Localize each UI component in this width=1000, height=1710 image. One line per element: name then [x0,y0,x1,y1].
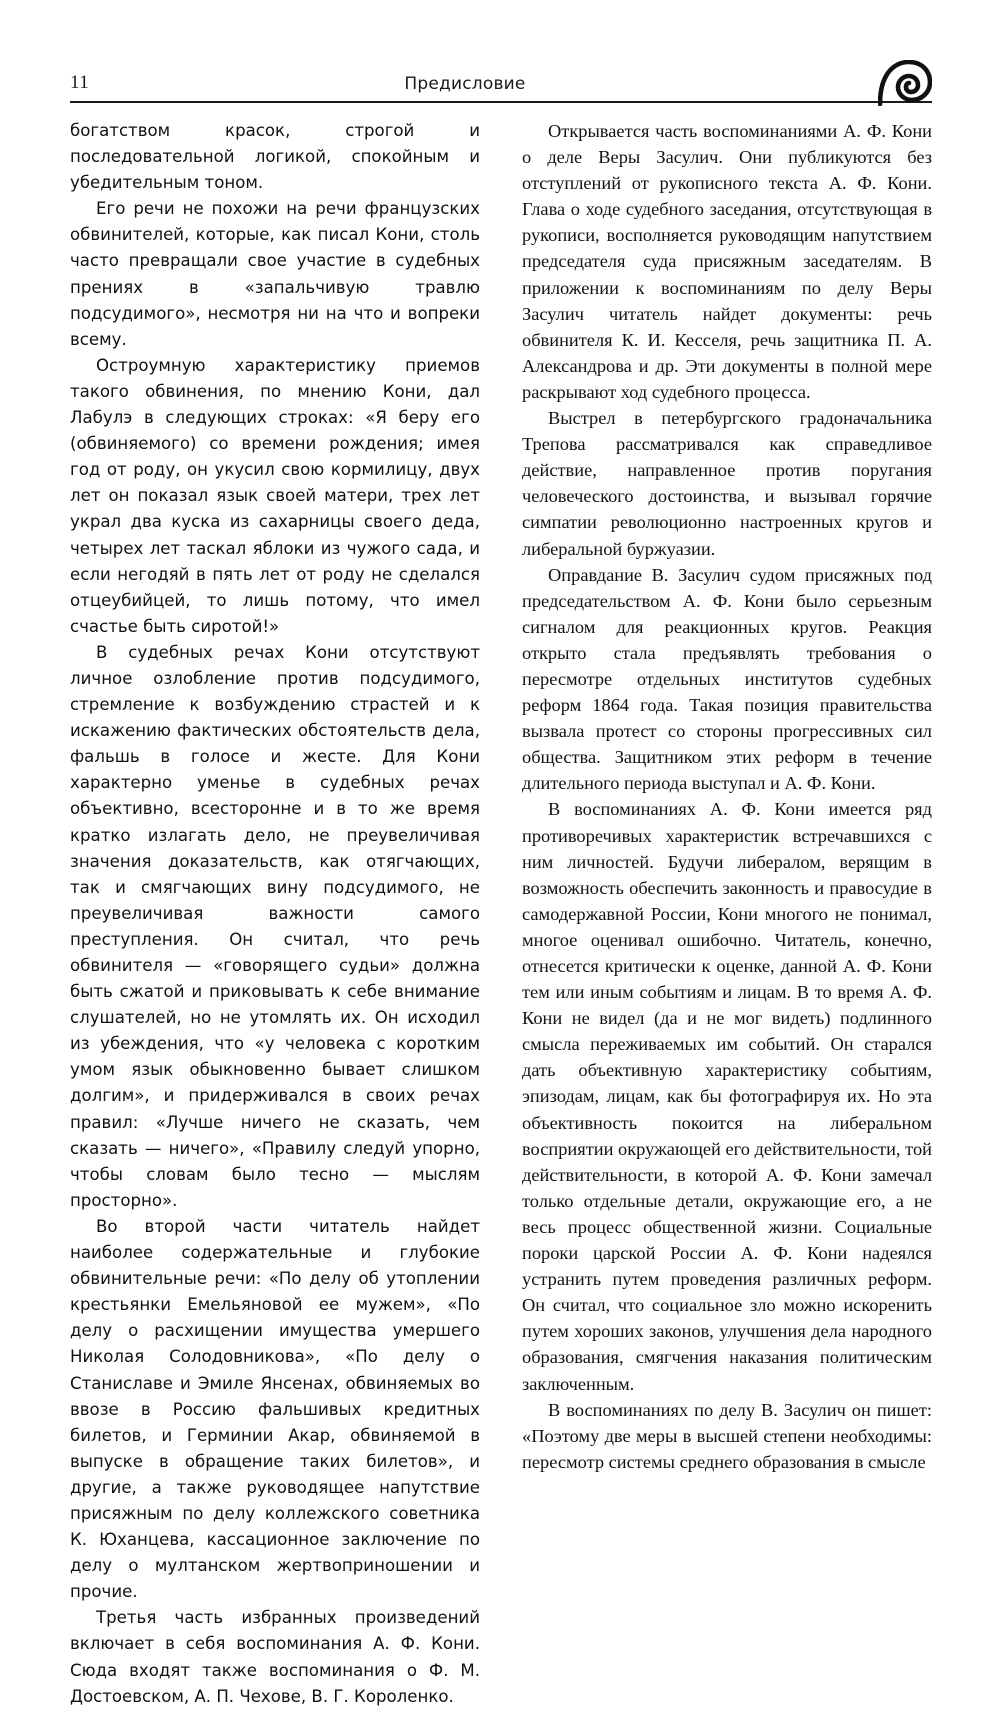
paragraph: богатством красок, строгой и последовательной логикой, спокойным и убедительным тоном. [70,121,480,193]
paragraph: Третья часть избранных произведений включает в себя воспоминания А. Ф. Кони. Сюда входят также воспоминания о Ф. М. Достоевском, А. П. Чехове, В. Г. Короленко. [70,1608,480,1706]
paragraph: Оправдание В. Засулич судом присяжных под председательством А. Ф. Кони было серьезным сигналом для реакционных кругов. Реакция открыто стала предъявлять требования о пересмотре отдельных институтов судебных реформ 1864 года. Такая позиция правительства вызвала протест со стороны прогрессивных сил общества. Защитником этих реформ в течение длительного периода выступал и А. Ф. Кони. [522,564,932,794]
paragraph: Выстрел в петербургского градоначальника Трепова рассматривался как справедливое действие, направленное против поругания человеческого достоинства, и вызывал горячие симпатии революционно настроенных кругов и либеральной буржуазии. [522,408,932,559]
paragraph: В воспоминаниях по делу В. Засулич он пишет: «Поэтому две меры в высшей степени необходимы: пересмотр системы среднего образования в смысле [522,1399,932,1472]
paragraph: Во второй части читатель найдет наиболее содержательные и глубокие обвинительные речи: «По делу об утоплении крестьянки Емельяновой ее мужем», «По делу о расхищении имущества умершего Николая Солодовникова», «По делу о Станиславе и Эмиле Янсенах, обвиняемых во ввозе в Россию фальшивых кредитных билетов, и Герминии Акар, обвиняемой в выпуске в обращение таких билетов», и другие, а также руководящее напутствие присяжным по делу коллежского советника К. Юханцева, кассационное заключение по делу о мултанском жертвоприношении и прочие. [70,1216,480,1602]
spiral-shell-logo-icon [878,60,932,106]
header-divider [70,101,932,103]
paragraph: В судебных речах Кони отсутствуют личное озлобление против подсудимого, стремление к возбуждению страстей и к искажению фактических обстоятельств дела, фальшь в голосе и жесте. Для Кони характерно уменье в судебных речах объективно, всесторонне и в то же время кратко излагать дело, не преувеличивая значения доказательств, как отягчающих, так и смягчающих вину подсудимого, не преувеличивая важности самого преступления. Он считал, что речь обвинителя — «говорящего судьи» должна быть сжатой и приковывать к себе внимание слушателей, но не утомлять их. Он исходил из убеждения, что «у человека с коротким умом язык обыкновенно бывает слишком долгим», и придерживался в своих речах правил: «Лучше ничего не сказать, чем сказать — ничего», «Правилу следуй упорно, чтобы словам было тесно — мыслям просторно». [70,642,480,1210]
page-number: 11 [70,72,90,93]
paragraph: Его речи не похожи на речи французских обвинителей, которые, как писал Кони, столь часто превращали свое участие в судебных прениях в «запальчивую травлю подсудимого», несмотря ни на что и вопреки всему. [70,199,480,349]
paragraph: Остроумную характеристику приемов такого обвинения, по мнению Кони, дал Лабулэ в следующих строках: «Я беру его (обвиняемого) со времени рождения; имея год от роду, он укусил свою кормилицу, двух лет он показал язык своей матери, трех лет украл два куска из сахарницы своего деда, четырех лет таскал яблоки из чужого сада, и если негодяй в пять лет от роду не сделался отцеубийцей, то лишь потому, что имел счастье быть сиротой!» [70,355,480,636]
left-column [70,118,480,1710]
paragraph: В воспоминаниях А. Ф. Кони имеется ряд противоречивых характеристик встречавшихся с ним личностей. Будучи либералом, верящим в возможность обеспечить законность и правосудие в самодержавной России, Кони многого не понимал, многое оценивал ошибочно. Читатель, конечно, отнесется критически к оценке, данной А. Ф. Кони тем или иным событиям и лицам. В то время А. Ф. Кони не видел (да и не мог видеть) подлинного смысла переживаемых им событий. Он старался дать объективную характеристику событиям, эпизодам, лицам, как бы фотографируя их. Но эта объективность покоится на либеральном восприятии окружающей его действительности, той действительности, в которой А. Ф. Кони замечал только отдельные детали, окружающие его, а не весь процесс общественной жизни. Социальные пороки царской России А. Ф. Кони надеялся устранить путем проведения различных реформ. Он считал, что социальное зло можно искоренить путем хороших законов, улучшения дела народного образования, смягчения наказания политическим заключенным. [522,799,932,1394]
paragraph: Открывается часть воспоминаниями А. Ф. Кони о деле Веры Засулич. Они публикуются без отступлений от рукописного текста А. Ф. Кони. Глава о ходе судебного заседания, отсутствующая в рукописи, восполняется руководящим напутствием председателя суда присяжным заседателям. В приложении к воспоминаниям по делу Веры Засулич читатель найдет документы: речь обвинителя К. И. Кесселя, речь защитника П. А. Александрова и др. Эти документы в полной мере раскрывают ход судебного процесса. [522,121,932,402]
page-header [70,66,932,106]
running-title: Предисловие [404,74,526,94]
two-column-body [70,118,932,1710]
right-column [522,118,932,1710]
